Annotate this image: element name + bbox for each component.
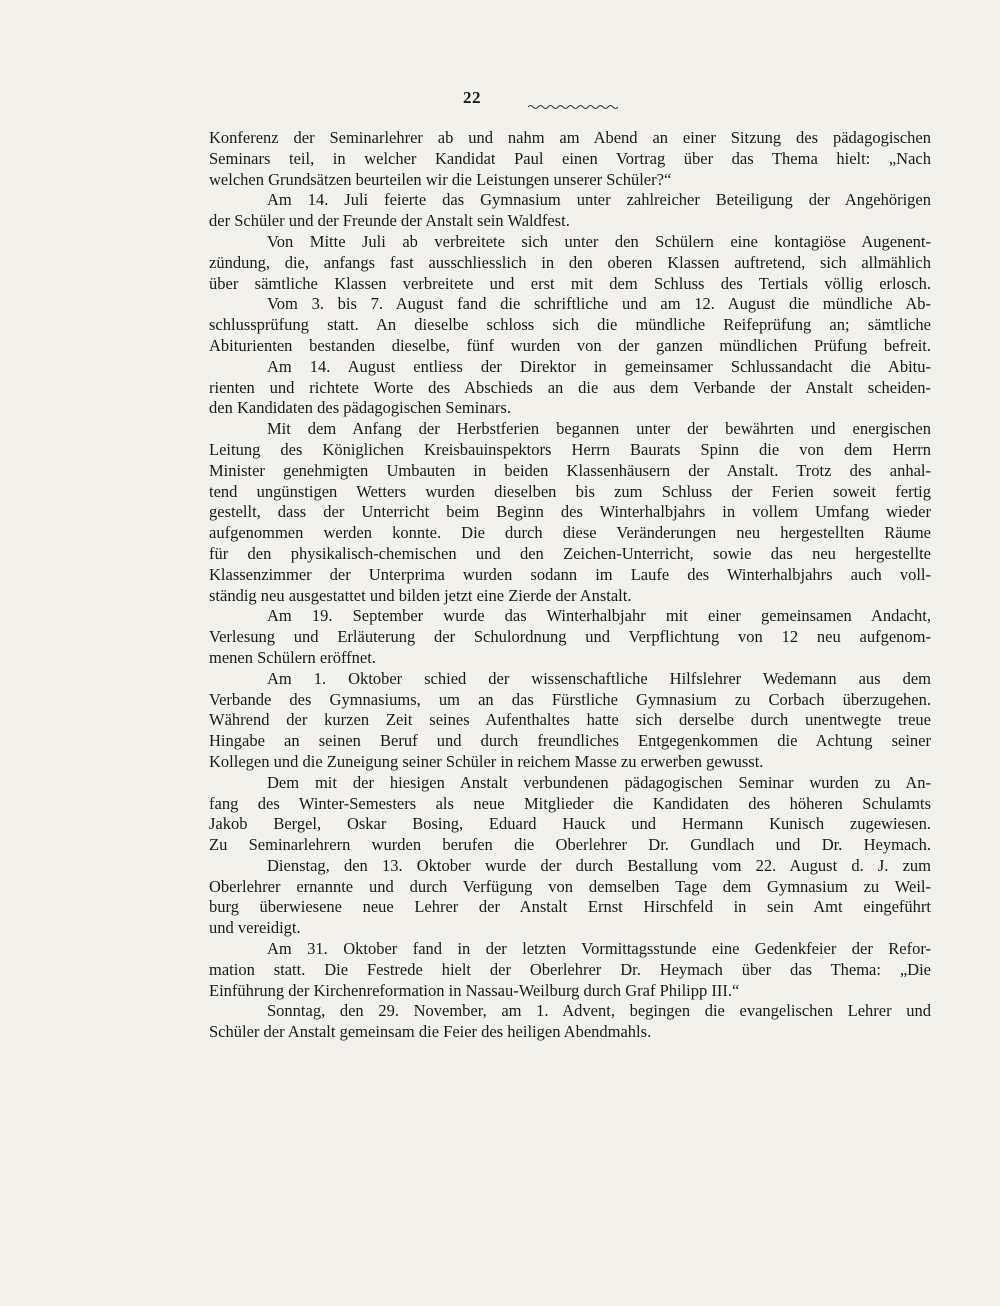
text-line: ständig neu ausgestattet und bilden jetzt eine Zierde der Anstalt.	[209, 585, 632, 605]
text-line: Während der kurzen Zeit seines Aufenthaltes hatte sich derselbe durch unentwegte treue	[209, 710, 931, 730]
text-line: Konferenz der Seminarlehrer ab und nahm am Abend an einer Sitzung des pädagogischen	[209, 128, 931, 147]
text-line: Minister genehmigten Umbauten in beiden Klassenhäusern der Anstalt. Trotz des anhal-	[209, 460, 931, 480]
text-line: Abiturienten bestanden dieselbe, fünf wurden von der ganzen mündlichen Prüfung befreit.	[209, 335, 931, 355]
text-line: Vom 3. bis 7. August fand die schriftliche und am 12. August die mündliche Ab-	[267, 294, 931, 314]
page-number: 22	[463, 88, 481, 107]
text-line: Mit dem Anfang der Herbstferien begannen unter der bewährten und energischen	[267, 419, 931, 439]
text-line: Verlesung und Erläuterung der Schulordnung und Verpflichtung von 12 neu aufgenom-	[209, 627, 931, 647]
text-line: Dienstag, den 13. Oktober wurde der durch Bestallung vom 22. August d. J. zum	[267, 855, 931, 875]
text-line: menen Schülern eröffnet.	[209, 647, 376, 667]
body-text	[209, 128, 931, 1043]
page-header	[0, 88, 1000, 108]
text-line: Am 19. September wurde das Winterhalbjahr mit einer gemeinsamen Andacht,	[267, 606, 931, 626]
text-line: Zu Seminarlehrern wurden berufen die Oberlehrer Dr. Gundlach und Dr. Heymach.	[209, 835, 931, 855]
text-line: Einführung der Kirchenreformation in Nassau-Weilburg durch Graf Philipp III.“	[209, 980, 740, 1000]
text-line: den Kandidaten des pädagogischen Seminars.	[209, 398, 511, 418]
page-number-ornament	[528, 104, 618, 110]
text-line: für den physikalisch-chemischen und den Zeichen-Unterricht, sowie das neu hergestellte	[209, 543, 931, 563]
text-line: mation statt. Die Festrede hielt der Oberlehrer Dr. Heymach über das Thema: „Die	[209, 959, 931, 979]
text-line: Von Mitte Juli ab verbreitete sich unter den Schülern eine kontagiöse Augenent-	[267, 231, 931, 251]
text-line: zündung, die, anfangs fast ausschliesslich in den oberen Klassen auftretend, sich allmählich	[209, 252, 931, 272]
text-line: Dem mit der hiesigen Anstalt verbundenen pädagogischen Seminar wurden zu An-	[267, 772, 931, 792]
text-line: Sonntag, den 29. November, am 1. Advent, begingen die evangelischen Lehrer und	[267, 1001, 931, 1021]
text-line: gestellt, dass der Unterricht beim Beginn des Winterhalbjahrs in vollem Umfang wieder	[209, 502, 931, 522]
text-line: Am 1. Oktober schied der wissenschaftliche Hilfslehrer Wedemann aus dem	[267, 668, 931, 688]
text-line: Verbande des Gymnasiums, um an das Fürstliche Gymnasium zu Corbach überzugehen.	[209, 689, 931, 709]
text-line: aufgenommen werden konnte. Die durch diese Veränderungen neu hergestellten Räume	[209, 523, 931, 543]
text-line: rienten und richtete Worte des Abschieds an die aus dem Verbande der Anstalt scheiden-	[209, 377, 931, 397]
text-line: Schüler der Anstalt gemeinsam die Feier des heiligen Abendmahls.	[209, 1022, 652, 1042]
text-line: Am 14. Juli feierte das Gymnasium unter zahlreicher Beteiligung der Angehörigen	[267, 190, 931, 210]
text-line: Klassenzimmer der Unterprima wurden sodann im Laufe des Winterhalbjahrs auch voll-	[209, 564, 931, 584]
text-line: schlussprüfung statt. An dieselbe schloss sich die mündliche Reifeprüfung an; sämtliche	[209, 315, 931, 335]
text-line: Am 31. Oktober fand in der letzten Vormittagsstunde eine Gedenkfeier der Refor-	[267, 939, 931, 959]
text-line: Jakob Bergel, Oskar Bosing, Eduard Hauck und Hermann Kunisch zugewiesen.	[209, 814, 931, 834]
text-line: Oberlehrer ernannte und durch Verfügung von demselben Tage dem Gymnasium zu Weil-	[209, 876, 931, 896]
text-line: Leitung des Königlichen Kreisbauinspektors Herrn Baurats Spinn die von dem Herrn	[209, 439, 931, 459]
text-line: Am 14. August entliess der Direktor in gemeinsamer Schlussandacht die Abitu-	[267, 356, 931, 376]
text-line: Seminars teil, in welcher Kandidat Paul einen Vortrag über das Thema hielt: „Nach	[209, 148, 931, 168]
text-line: fang des Winter-Semesters als neue Mitglieder die Kandidaten des höheren Schulamts	[209, 793, 931, 813]
text-line: Kollegen und die Zuneigung seiner Schüler in reichem Masse zu erwerben gewusst.	[209, 751, 764, 771]
text-line: über sämtliche Klassen verbreitete und erst mit dem Schluss des Tertials völlig erlosch.	[209, 273, 931, 293]
text-line: burg überwiesene neue Lehrer der Anstalt Ernst Hirschfeld in sein Amt eingeführt	[209, 897, 931, 917]
text-line: und vereidigt.	[209, 918, 301, 938]
text-line: der Schüler und der Freunde der Anstalt sein Waldfest.	[209, 211, 570, 231]
text-line: Hingabe an seinen Beruf und durch freundliches Entgegenkommen die Achtung seiner	[209, 731, 931, 751]
text-line: tend ungünstigen Wetters wurden dieselben bis zum Schluss der Ferien soweit fertig	[209, 481, 931, 501]
text-line: welchen Grundsätzen beurteilen wir die Leistungen unserer Schüler?“	[209, 169, 672, 189]
